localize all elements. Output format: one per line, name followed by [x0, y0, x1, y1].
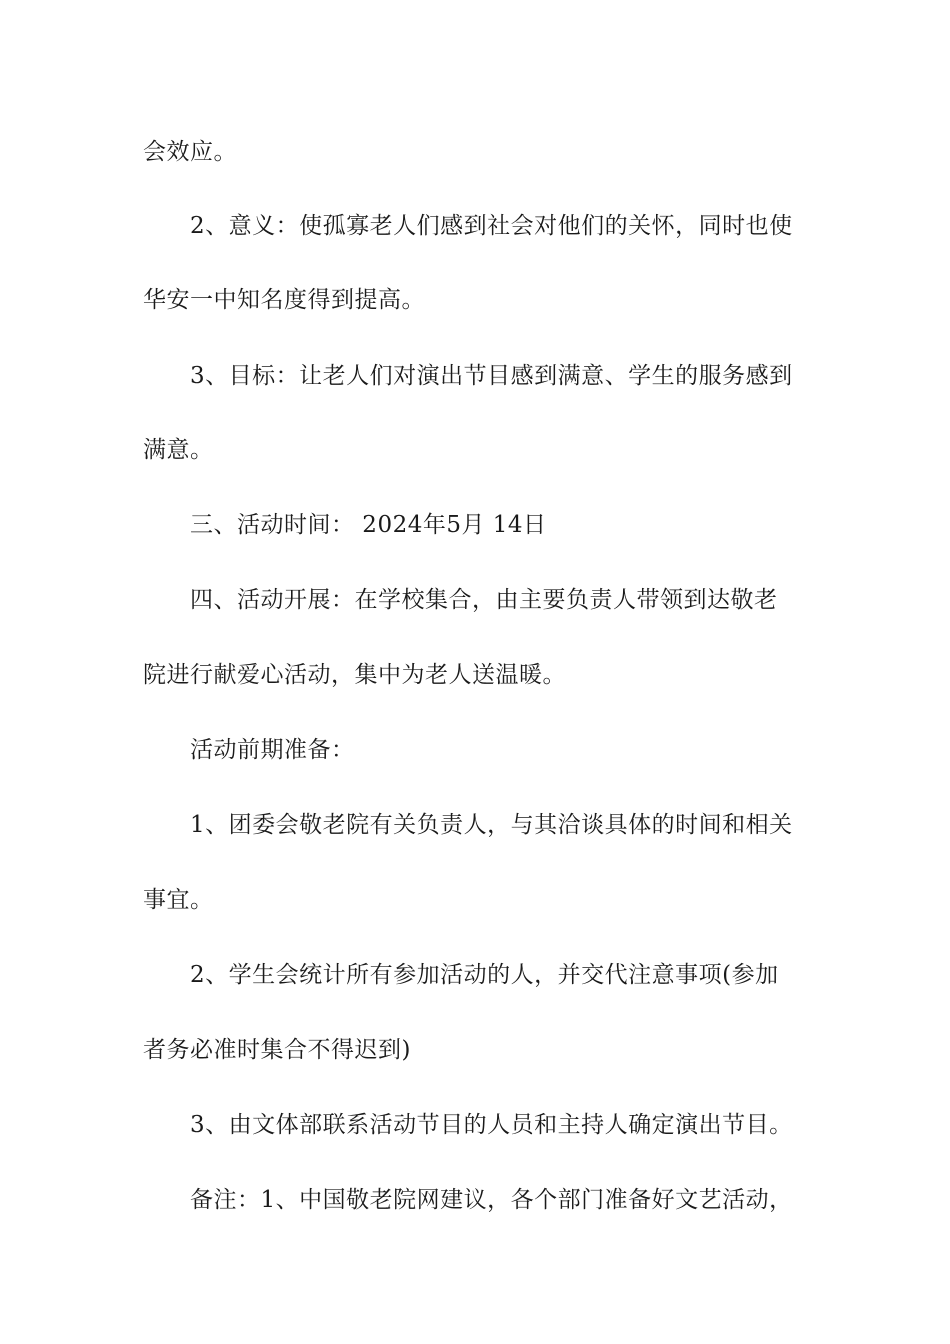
text-line-11: 事宜。 — [143, 887, 214, 913]
text-line-1: 会效应。 — [143, 139, 237, 165]
text-line-10: 1、团委会敬老院有关负责人，与其洽谈具体的时间和相关 — [190, 812, 793, 838]
text-line-2: 2、意义：使孤寡老人们感到社会对他们的关怀，同时也使 — [190, 213, 793, 239]
text-line-6: 三、活动时间： 2024年5月 14日 — [190, 512, 547, 538]
text-line-8: 院进行献爱心活动，集中为老人送温暖。 — [143, 662, 566, 688]
text-line-12: 2、学生会统计所有参加活动的人，并交代注意事项(参加 — [190, 962, 779, 988]
text-line-14: 3、由文体部联系活动节目的人员和主持人确定演出节目。 — [190, 1112, 793, 1138]
text-line-9: 活动前期准备： — [190, 737, 355, 763]
text-line-3: 华安一中知名度得到提高。 — [143, 287, 425, 313]
text-line-5: 满意。 — [143, 437, 214, 463]
text-line-15: 备注：1、中国敬老院网建议，各个部门准备好文艺活动， — [190, 1187, 793, 1213]
text-line-13: 者务必准时集合不得迟到) — [143, 1037, 411, 1063]
text-line-7: 四、活动开展：在学校集合，由主要负责人带领到达敬老 — [190, 587, 778, 613]
text-line-4: 3、目标：让老人们对演出节目感到满意、学生的服务感到 — [190, 363, 793, 389]
